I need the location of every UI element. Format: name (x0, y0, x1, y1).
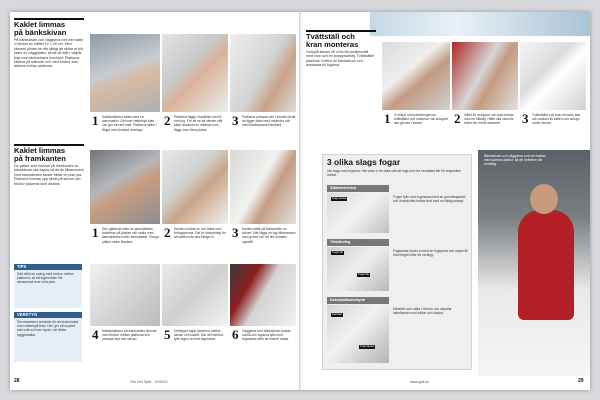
tool-heading: VERKTYG (14, 312, 82, 318)
step-number: 4 (92, 327, 99, 342)
photo-rounding-edge (162, 150, 228, 224)
gutter (299, 12, 301, 390)
joint-caption: Fogen fylls med fogmassa med en gummispackel och överskottet torkas bort med en fuktig svamp. (393, 195, 466, 204)
photo-front-tiles (90, 264, 160, 326)
page-number: 28 (14, 378, 20, 384)
tip-text: Sätt alltid en sväng med brickor mellan plattorna, så att fogbredden blir densamma över hela ytan. (17, 272, 74, 285)
box-title: 3 olika slags fogar (327, 157, 401, 167)
folio: Gör Det Själv · 10/2013 (130, 380, 168, 384)
tip-heading: TIPS (14, 264, 82, 270)
step-caption: Tvättstället och kran skruvas fast och ansluts till vatten och avlopp under skivan. (532, 113, 581, 126)
step-number: 1 (384, 111, 391, 126)
step-number: 5 (164, 327, 171, 342)
photo-walls-tiled (230, 264, 296, 326)
photo-pressing-tile (230, 34, 296, 112)
section-heading: Kaklet limmas på bänkskivan (14, 18, 84, 37)
joint-title: Träskärvfog (327, 239, 389, 246)
step-number: 1 (92, 113, 99, 128)
step-number: 3 (522, 111, 529, 126)
step-caption: Kakelplattorna på framkanten limmas med brickor mellan plattorna och pressas fast mot skivan. (102, 329, 157, 342)
step-number: 6 (232, 327, 239, 342)
step-caption: Kakelplattorna skärs med en stenmaskin. Den har vattenkylt blad och ger ett rent snitt. Plattorna skärs i längd med önskad överlapp. (102, 115, 157, 132)
tip-box (14, 264, 82, 308)
photo-marking-drain (382, 42, 450, 110)
box-intro: Var noga med fogarna. Här visar vi tre olika sätt att foga och hur resultatet blir för respektive metod. (327, 169, 461, 178)
step-caption: Plattorna läggs i kaklellim med 6 mm fog. För att se att stenen står plant används en rätskiva som läggs över flera plattor. (174, 115, 223, 132)
page-number: 29 (578, 378, 584, 384)
step-number: 3 (232, 225, 239, 240)
photo-label: Fogbruk (358, 272, 370, 276)
step-caption: Plattorna pressas ned i limmet så att de ligger plant med varandra och med bänkskivans framkant. (242, 115, 296, 128)
photo-laying-tile (162, 34, 228, 112)
section-heading: Tvättställ och kran monteras (306, 30, 376, 49)
photo-label: Fogbruk (332, 250, 344, 254)
body-text: De plattor som limmas på framkanten av bänkskivan ska kapas så att de tillsammans med bänkskivans kanter bildar en plan yta. Plattorna limmas upp direkt på skivan och brickor placeras som distans. (14, 164, 84, 186)
photo-basin (520, 42, 586, 110)
photo-man-tiling (478, 150, 590, 376)
magazine-spread (10, 12, 590, 390)
joints-box (322, 154, 472, 370)
step-caption: Kanten rundas av och tätas med förfogspenna. Det är nödvändigt för att vatten inte ska tränga in. (174, 227, 226, 240)
step-number: 1 (92, 225, 99, 240)
folio: www.gds.se (410, 380, 430, 384)
tool-text: Stenmaskinen används för att skära kakel med vattenkylt blad. Den ger ett mycket rakt snitt och kan hyras i de flesta bygghandlar. (17, 320, 79, 337)
joint-caption: Fogmassa trycks in med en fogspruta och stryks till med fingret eller ett verktyg. (393, 249, 468, 258)
man-head (530, 184, 558, 214)
body-text: Ovanpå skivan vill vi ha ett porslinsställ med kran och en avloppsdetalj. Tvättstället placeras i mitten av bänkskivan och anpassas till fogarna. (306, 50, 375, 68)
photo-label: Fogmassa (332, 196, 347, 200)
step-caption: Hålet för avloppet och kran borras med en hålsåg. Hålet ska vara lite större än rörets diameter. (464, 113, 514, 126)
step-number: 2 (164, 225, 171, 240)
step-caption: Den gällande biten av gavelplattan markeras på plattan och skärs med kakelskäraren eller stenmaskin. Övriga plattor skärs likadant. (102, 227, 159, 244)
section-heading: Kaklet limmas på framkanten (14, 144, 84, 163)
step-caption: Väggarna runt bänkskivan kaklas också och fogarna fylls med fogmassa efter att limmet torkat. (242, 329, 291, 342)
joint-title: Kakelplattkantskydd (327, 297, 389, 304)
photo-label: Fogmassa (360, 344, 375, 348)
joint-title: Stålarbete/härd (327, 185, 389, 192)
photo-stone-saw (90, 150, 160, 224)
step-caption: Verktyget fogar kanterna mellan skivan och kaklet. Där det behövs fylls fogen ut med fogmassa. (174, 329, 224, 342)
photo-drilling-hole (452, 42, 518, 110)
man-shirt (518, 210, 574, 320)
photo-callout: Bänkskivan och väggarna runt om kaklas med samma plattor, så att helheten blir enhetlig. (484, 154, 546, 167)
photo-label: Kantlist (332, 312, 342, 316)
step-number: 2 (454, 111, 461, 126)
photo-water-splash (370, 12, 590, 36)
photo-grouting (162, 264, 228, 326)
step-number: 2 (164, 113, 171, 128)
photo-front-edge (230, 150, 296, 224)
tool-box (14, 312, 82, 362)
step-caption: Kanten sätts på framkanten av skivan. Här läggs en fog tillsammans med golvet och ett fint mönster uppstår. (242, 227, 296, 244)
step-caption: Vi börjar med placeringen av tvättstället och markerar var avloppet ska gå ned i skivan. (394, 113, 449, 126)
joint-caption: Metallist som sätts i hörnen och skyddar kakelkanten mot stötar och skador. (393, 307, 452, 316)
step-number: 3 (232, 113, 239, 128)
body-text: På bänkskivan och väggarna runt den satte vi klinker av måttet 10 × 40 cm. Med skivans plintar de där viktigt att skära ut två rader av väggplattor, så att de står i vågrät linje mot bänkskivans överkant. Plattorna klistras på stående och med brickor som distans mellan plattorna. (14, 38, 84, 69)
photo-cutting-tile (90, 34, 160, 112)
